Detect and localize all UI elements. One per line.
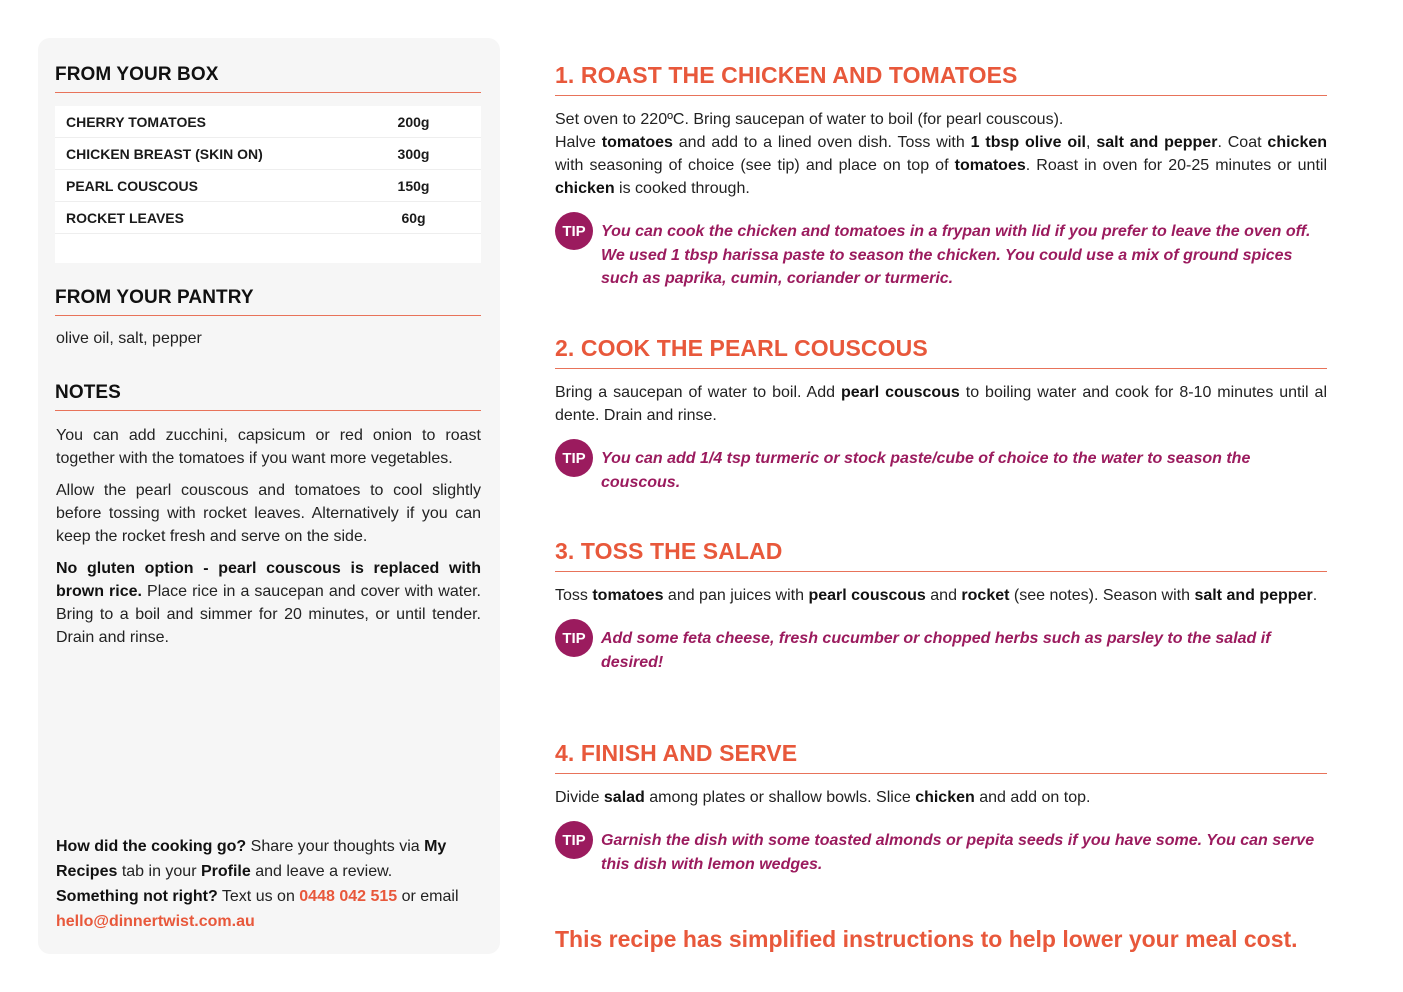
table-row (55, 170, 481, 202)
tip-text: Add some feta cheese, fresh cucumber or chopped herbs such as parsley to the salad if desired! (601, 630, 1271, 671)
from-your-pantry-heading: FROM YOUR PANTRY (55, 287, 481, 316)
ingredient-name: PEARL COUSCOUS (66, 177, 198, 194)
step-1 (555, 62, 1327, 291)
note-paragraph: You can add zucchini, capsicum or red onion to roast together with the tomatoes if you want more vegetables. (56, 427, 481, 467)
ingredient-qty: 300g (397, 145, 430, 162)
ingredient-name: CHERRY TOMATOES (66, 113, 207, 130)
ingredient-qty: 200g (397, 113, 430, 130)
my-recipes-link: My Recipes (56, 838, 447, 880)
step-title: 3. TOSS THE SALAD (555, 538, 1327, 572)
tip-text: You can cook the chicken and tomatoes in a frypan with lid if you prefer to leave the oven off. We used 1 tbsp harissa paste to season the chicken. You could use a mix of ground spices such as paprika, cumin, coriander or turmeric. (601, 223, 1311, 287)
tip-text: You can add 1/4 tsp turmeric or stock paste/cube of choice to the water to season the couscous. (601, 450, 1251, 491)
tip-badge-icon: TIP (555, 212, 593, 250)
profile-link: Profile (200, 863, 251, 880)
note-paragraph: Allow the pearl couscous and tomatoes to cool slightly before tossing with rocket leaves. Alternatively if you can keep the rocket fresh and serve on the side. (56, 482, 481, 545)
step-4 (555, 740, 1327, 876)
table-row (55, 138, 481, 170)
step-2 (555, 335, 1327, 494)
simplified-recipe-note: This recipe has simplified instructions to help lower your meal cost. (555, 926, 1298, 952)
notes-heading: NOTES (55, 382, 481, 411)
step-title: 2. COOK THE PEARL COUSCOUS (555, 335, 1327, 369)
ingredient-name: CHICKEN BREAST (SKIN ON) (66, 145, 263, 162)
table-row (55, 106, 481, 138)
step-instructions: Set oven to 220ºC. Bring saucepan of water to boil (for pearl couscous). Halve tomatoes and add to a lined oven dish. Toss with 1 tbsp olive oil, salt and pepper. Coat chicken with seasoning of choice (see tip) and place on top of tomatoes. Roast in oven for 20-25 minutes or until chicken is cooked through. (555, 111, 1328, 197)
tip-box (555, 823, 1327, 876)
table-row (55, 202, 481, 234)
ingredient-name: ROCKET LEAVES (66, 209, 184, 226)
from-your-box-heading: FROM YOUR BOX (55, 64, 481, 93)
step-instructions: Divide salad among plates or shallow bowls. Slice chicken and add on top. (555, 789, 1091, 806)
tip-badge-icon: TIP (555, 821, 593, 859)
feedback-block: How did the cooking go? Share your thoughts via My Recipes tab in your Profile and leave a review. Something not right? Text us on 0448 042 515 or email hello@dinnertwist.com.au (56, 838, 459, 930)
phone-link[interactable]: 0448 042 515 (299, 888, 398, 905)
tip-badge-icon: TIP (555, 619, 593, 657)
tip-box (555, 214, 1327, 291)
pantry-items: olive oil, salt, pepper (56, 330, 202, 347)
ingredients-panel (38, 38, 500, 954)
tip-box (555, 441, 1327, 494)
notes-body (56, 424, 481, 658)
ingredient-qty: 150g (397, 177, 430, 194)
tip-box (555, 621, 1327, 674)
email-link[interactable]: hello@dinnertwist.com.au (56, 913, 255, 930)
step-instructions: Bring a saucepan of water to boil. Add pearl couscous to boiling water and cook for 8-10 minutes until al dente. Drain and rinse. (555, 384, 1328, 424)
gluten-free-note-bold: No gluten option - pearl couscous is replaced with brown rice. (56, 560, 481, 600)
step-instructions: Toss tomatoes and pan juices with pearl couscous and rocket (see notes). Season with salt and pepper. (555, 587, 1318, 604)
box-ingredients-table (55, 106, 481, 263)
step-title: 4. FINISH AND SERVE (555, 740, 1327, 774)
note-paragraph: No gluten option - pearl couscous is replaced with brown rice. Place rice in a saucepan and cover with water. Bring to a boil and simmer for 20 minutes, or until tender. Drain and rinse. (56, 560, 481, 646)
step-3 (555, 538, 1327, 674)
step-title: 1. ROAST THE CHICKEN AND TOMATOES (555, 62, 1327, 96)
tip-badge-icon: TIP (555, 439, 593, 477)
ingredient-qty: 60g (401, 209, 426, 226)
tip-text: Garnish the dish with some toasted almonds or pepita seeds if you have some. You can serve this dish with lemon wedges. (601, 832, 1315, 873)
